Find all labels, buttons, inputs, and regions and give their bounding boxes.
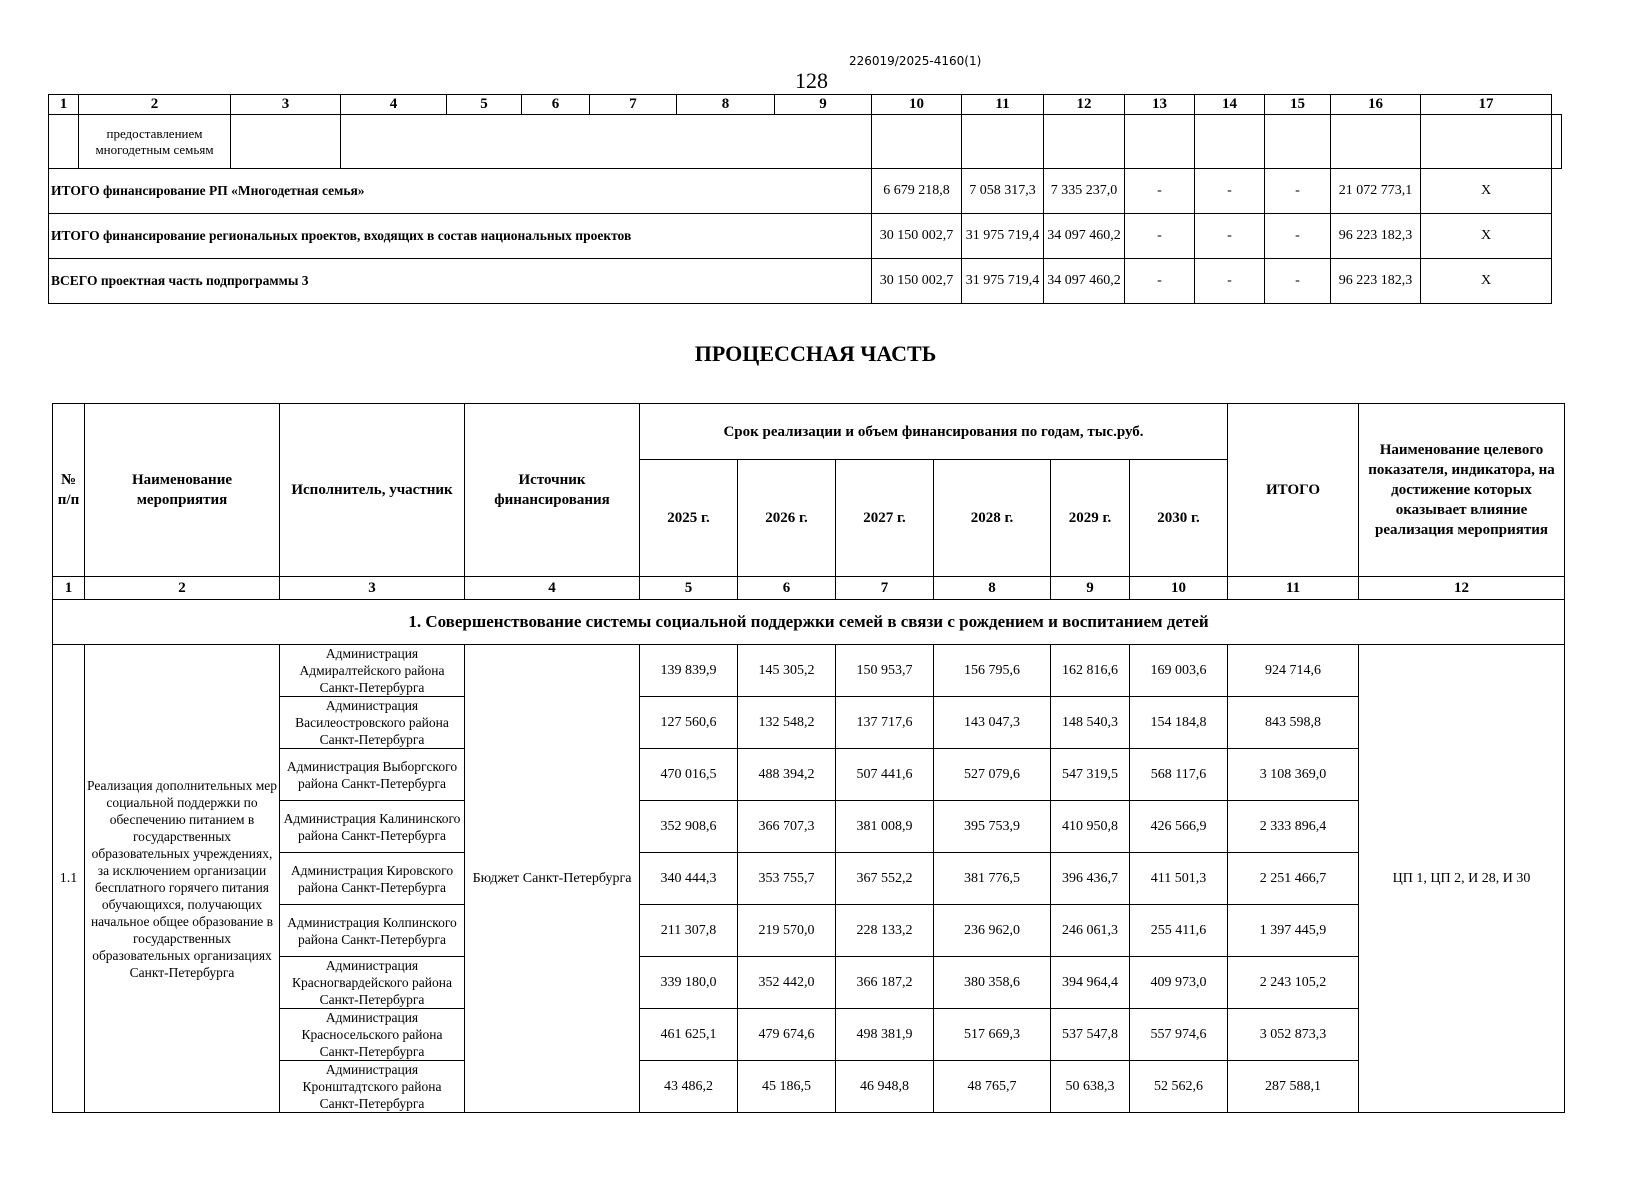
value-cell: - bbox=[1125, 169, 1195, 214]
table-row bbox=[53, 853, 1565, 905]
value-cell: 228 133,2 bbox=[836, 905, 934, 957]
value-cell: 488 394,2 bbox=[738, 749, 836, 801]
value-cell: 145 305,2 bbox=[738, 645, 836, 697]
table-row bbox=[53, 801, 1565, 853]
section-label: 1. Совершенствование системы социальной поддержки семей в связи с рождением и воспитанием детей bbox=[53, 600, 1565, 645]
project-totals-table bbox=[48, 94, 1562, 304]
value-cell: 381 008,9 bbox=[836, 801, 934, 853]
total-cell: 1 397 445,9 bbox=[1228, 905, 1359, 957]
value-cell: 409 973,0 bbox=[1130, 957, 1228, 1009]
col-num: 12 bbox=[1359, 577, 1565, 600]
value-cell: 557 974,6 bbox=[1130, 1009, 1228, 1061]
value-cell: - bbox=[1195, 169, 1265, 214]
value-cell: X bbox=[1421, 259, 1552, 304]
total-row bbox=[49, 169, 1562, 214]
value-cell: - bbox=[1265, 259, 1331, 304]
col-num: 10 bbox=[872, 95, 962, 115]
value-cell: 517 669,3 bbox=[934, 1009, 1051, 1061]
value-cell: 162 816,6 bbox=[1051, 645, 1130, 697]
col-num: 8 bbox=[677, 95, 775, 115]
value-cell: 7 058 317,3 bbox=[962, 169, 1044, 214]
indicator-cell: ЦП 1, ЦП 2, И 28, И 30 bbox=[1359, 645, 1565, 1113]
total-cell: 3 052 873,3 bbox=[1228, 1009, 1359, 1061]
col-num: 13 bbox=[1125, 95, 1195, 115]
header-total: ИТОГО bbox=[1228, 404, 1359, 577]
header-year: 2025 г. bbox=[640, 460, 738, 577]
col-num: 11 bbox=[962, 95, 1044, 115]
col-num: 17 bbox=[1421, 95, 1552, 115]
header-year: 2028 г. bbox=[934, 460, 1051, 577]
executor-cell: Администрация Кронштадтского района Санкт-Петербурга bbox=[280, 1061, 465, 1113]
total-cell: 2 251 466,7 bbox=[1228, 853, 1359, 905]
col-num: 15 bbox=[1265, 95, 1331, 115]
executor-cell: Администрация Красногвардейского района Санкт-Петербурга bbox=[280, 957, 465, 1009]
value-cell: 367 552,2 bbox=[836, 853, 934, 905]
col-num: 7 bbox=[836, 577, 934, 600]
value-cell: 43 486,2 bbox=[640, 1061, 738, 1113]
col-num: 6 bbox=[522, 95, 590, 115]
value-cell: 507 441,6 bbox=[836, 749, 934, 801]
header-year: 2026 г. bbox=[738, 460, 836, 577]
col-num: 8 bbox=[934, 577, 1051, 600]
value-cell: 568 117,6 bbox=[1130, 749, 1228, 801]
value-cell: 380 358,6 bbox=[934, 957, 1051, 1009]
page-number: 128 bbox=[795, 68, 828, 93]
executor-cell: Администрация Калининского района Санкт-Петербурга bbox=[280, 801, 465, 853]
col-num: 3 bbox=[280, 577, 465, 600]
col-num: 3 bbox=[231, 95, 341, 115]
col-num: 6 bbox=[738, 577, 836, 600]
table-row bbox=[53, 905, 1565, 957]
col-num: 7 bbox=[590, 95, 677, 115]
col-num: 10 bbox=[1130, 577, 1228, 600]
header-period: Срок реализации и объем финансирования по годам, тыс.руб. bbox=[640, 404, 1228, 460]
value-cell: 479 674,6 bbox=[738, 1009, 836, 1061]
value-cell: 353 755,7 bbox=[738, 853, 836, 905]
value-cell: 50 638,3 bbox=[1051, 1061, 1130, 1113]
value-cell: 30 150 002,7 bbox=[872, 259, 962, 304]
value-cell: 169 003,6 bbox=[1130, 645, 1228, 697]
header-year: 2029 г. bbox=[1051, 460, 1130, 577]
value-cell: 156 795,6 bbox=[934, 645, 1051, 697]
total-cell: 843 598,8 bbox=[1228, 697, 1359, 749]
executor-cell: Администрация Адмиралтейского района Санкт-Петербурга bbox=[280, 645, 465, 697]
header-year: 2030 г. bbox=[1130, 460, 1228, 577]
value-cell: 219 570,0 bbox=[738, 905, 836, 957]
header-source: Источник финансирования bbox=[465, 404, 640, 577]
value-cell: 21 072 773,1 bbox=[1331, 169, 1421, 214]
value-cell: 96 223 182,3 bbox=[1331, 214, 1421, 259]
value-cell: 366 187,2 bbox=[836, 957, 934, 1009]
value-cell: 366 707,3 bbox=[738, 801, 836, 853]
item-num: 1.1 bbox=[53, 645, 85, 1113]
value-cell: - bbox=[1265, 169, 1331, 214]
value-cell: 34 097 460,2 bbox=[1044, 214, 1125, 259]
section-row bbox=[53, 600, 1565, 645]
executor-cell: Администрация Кировского района Санкт-Петербурга bbox=[280, 853, 465, 905]
value-cell: 132 548,2 bbox=[738, 697, 836, 749]
col-num: 5 bbox=[447, 95, 522, 115]
header-name: Наименование мероприятия bbox=[85, 404, 280, 577]
executor-cell: Администрация Колпинского района Санкт-Петербурга bbox=[280, 905, 465, 957]
header-indicator: Наименование целевого показателя, индикатора, на достижение которых оказывает влияние реализация мероприятия bbox=[1359, 404, 1565, 577]
value-cell: 46 948,8 bbox=[836, 1061, 934, 1113]
value-cell: X bbox=[1421, 214, 1552, 259]
value-cell: 236 962,0 bbox=[934, 905, 1051, 957]
value-cell: 352 908,6 bbox=[640, 801, 738, 853]
value-cell: 143 047,3 bbox=[934, 697, 1051, 749]
value-cell: 339 180,0 bbox=[640, 957, 738, 1009]
col-num: 16 bbox=[1331, 95, 1421, 115]
value-cell: 48 765,7 bbox=[934, 1061, 1051, 1113]
value-cell: 30 150 002,7 bbox=[872, 214, 962, 259]
value-cell: 255 411,6 bbox=[1130, 905, 1228, 957]
header-row bbox=[53, 404, 1565, 460]
column-number-row bbox=[53, 577, 1565, 600]
continuation-text: предоставлением многодетным семьям bbox=[79, 115, 231, 169]
table-row bbox=[53, 1061, 1565, 1113]
total-label: ИТОГО финансирование РП «Многодетная семья» bbox=[49, 169, 872, 214]
value-cell: - bbox=[1125, 214, 1195, 259]
value-cell: - bbox=[1195, 259, 1265, 304]
col-num: 11 bbox=[1228, 577, 1359, 600]
value-cell: - bbox=[1265, 214, 1331, 259]
total-label: ВСЕГО проектная часть подпрограммы 3 bbox=[49, 259, 872, 304]
total-row bbox=[49, 214, 1562, 259]
value-cell: 246 061,3 bbox=[1051, 905, 1130, 957]
col-num: 9 bbox=[1051, 577, 1130, 600]
table-row bbox=[53, 749, 1565, 801]
value-cell: 394 964,4 bbox=[1051, 957, 1130, 1009]
col-num: 1 bbox=[49, 95, 79, 115]
total-cell: 924 714,6 bbox=[1228, 645, 1359, 697]
executor-cell: Администрация Красносельского района Санкт-Петербурга bbox=[280, 1009, 465, 1061]
value-cell: 411 501,3 bbox=[1130, 853, 1228, 905]
value-cell: 426 566,9 bbox=[1130, 801, 1228, 853]
col-num: 12 bbox=[1044, 95, 1125, 115]
total-cell: 3 108 369,0 bbox=[1228, 749, 1359, 801]
section-heading: ПРОЦЕССНАЯ ЧАСТЬ bbox=[694, 341, 937, 366]
total-cell: 287 588,1 bbox=[1228, 1061, 1359, 1113]
value-cell: 410 950,8 bbox=[1051, 801, 1130, 853]
value-cell: 148 540,3 bbox=[1051, 697, 1130, 749]
col-num: 14 bbox=[1195, 95, 1265, 115]
header-executor: Исполнитель, участник bbox=[280, 404, 465, 577]
table-row bbox=[53, 1009, 1565, 1061]
executor-cell: Администрация Василеостровского района Санкт-Петербурга bbox=[280, 697, 465, 749]
col-num: 2 bbox=[85, 577, 280, 600]
value-cell: 6 679 218,8 bbox=[872, 169, 962, 214]
value-cell: 96 223 182,3 bbox=[1331, 259, 1421, 304]
item-name: Реализация дополнительных мер социальной поддержки по обеспечению питанием в государственных образовательных учреждениях, за исключением организации бесплатного горячего питания обучающихся, получающих начальное общее образование в государственных образовательных организациях Санкт-Петербурга bbox=[85, 645, 280, 1113]
value-cell: 396 436,7 bbox=[1051, 853, 1130, 905]
value-cell: 527 079,6 bbox=[934, 749, 1051, 801]
value-cell: 52 562,6 bbox=[1130, 1061, 1228, 1113]
process-part-table bbox=[52, 403, 1565, 1113]
value-cell: 150 953,7 bbox=[836, 645, 934, 697]
total-cell: 2 243 105,2 bbox=[1228, 957, 1359, 1009]
value-cell: 45 186,5 bbox=[738, 1061, 836, 1113]
value-cell: 137 717,6 bbox=[836, 697, 934, 749]
value-cell: 498 381,9 bbox=[836, 1009, 934, 1061]
value-cell: 461 625,1 bbox=[640, 1009, 738, 1061]
column-number-row bbox=[49, 95, 1562, 115]
value-cell: 381 776,5 bbox=[934, 853, 1051, 905]
table-row bbox=[53, 645, 1565, 697]
col-num: 5 bbox=[640, 577, 738, 600]
executor-cell: Администрация Выборгского района Санкт-Петербурга bbox=[280, 749, 465, 801]
continuation-row bbox=[49, 115, 1562, 169]
value-cell: 537 547,8 bbox=[1051, 1009, 1130, 1061]
total-label: ИТОГО финансирование региональных проектов, входящих в состав национальных проектов bbox=[49, 214, 872, 259]
value-cell: 470 016,5 bbox=[640, 749, 738, 801]
table-row bbox=[53, 957, 1565, 1009]
table-row bbox=[53, 697, 1565, 749]
value-cell: 34 097 460,2 bbox=[1044, 259, 1125, 304]
value-cell: 31 975 719,4 bbox=[962, 259, 1044, 304]
value-cell: 139 839,9 bbox=[640, 645, 738, 697]
col-num: 1 bbox=[53, 577, 85, 600]
value-cell: 547 319,5 bbox=[1051, 749, 1130, 801]
col-num: 2 bbox=[79, 95, 231, 115]
value-cell: - bbox=[1195, 214, 1265, 259]
col-num: 4 bbox=[465, 577, 640, 600]
document-id: 226019/2025-4160(1) bbox=[849, 54, 982, 68]
source-cell: Бюджет Санкт-Петербурга bbox=[465, 645, 640, 1113]
value-cell: 395 753,9 bbox=[934, 801, 1051, 853]
total-cell: 2 333 896,4 bbox=[1228, 801, 1359, 853]
col-num: 4 bbox=[341, 95, 447, 115]
header-year: 2027 г. bbox=[836, 460, 934, 577]
col-num: 9 bbox=[775, 95, 872, 115]
value-cell: 340 444,3 bbox=[640, 853, 738, 905]
value-cell: 154 184,8 bbox=[1130, 697, 1228, 749]
value-cell: 127 560,6 bbox=[640, 697, 738, 749]
value-cell: 352 442,0 bbox=[738, 957, 836, 1009]
value-cell: - bbox=[1125, 259, 1195, 304]
total-row bbox=[49, 259, 1562, 304]
value-cell: 31 975 719,4 bbox=[962, 214, 1044, 259]
value-cell: X bbox=[1421, 169, 1552, 214]
value-cell: 211 307,8 bbox=[640, 905, 738, 957]
header-num: № п/п bbox=[53, 404, 85, 577]
value-cell: 7 335 237,0 bbox=[1044, 169, 1125, 214]
